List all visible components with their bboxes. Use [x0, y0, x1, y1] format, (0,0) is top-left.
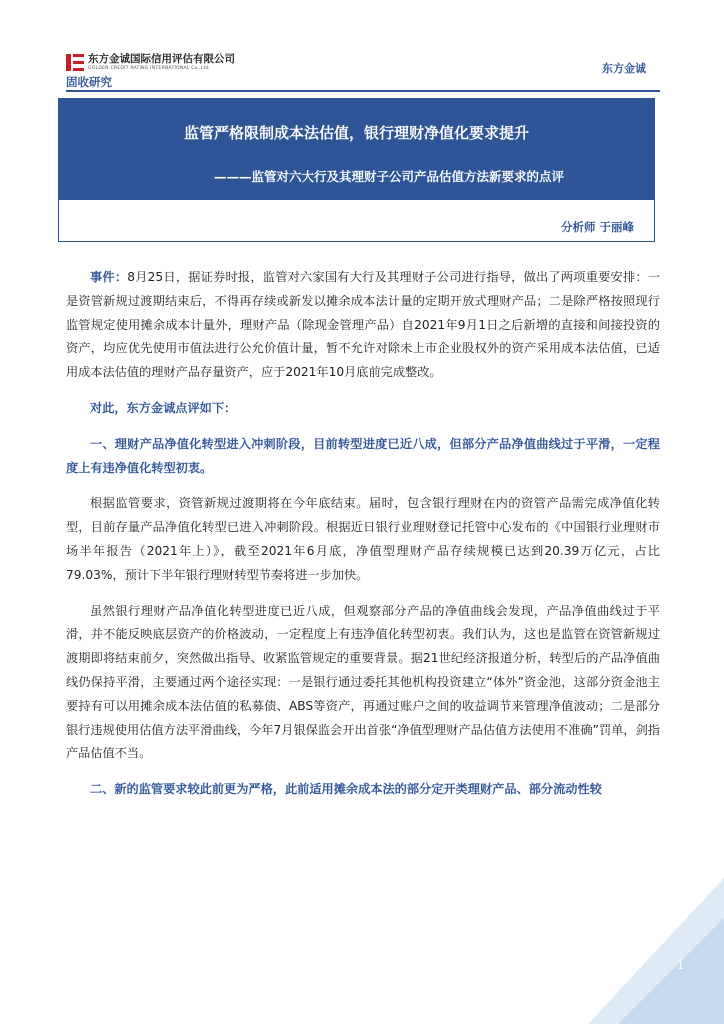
company-logo — [66, 53, 235, 72]
body-paragraph-1: 根据监管要求，资管新规过渡期将在今年底结束。届时，包含银行理财在内的资管产品需完成净值化转型，目前存量产品净值化转型已进入冲刺阶段。根据近日银行业理财登记托管中心发布的《中国银行业理财市场半年报告（2021年上）》，截至2021年6月底，净值型理财产品存续规模已达到20.39万亿元，占比79.03%，预计下半年银行理财转型节奏将进一步加快。 — [66, 496, 660, 582]
body-paragraph-2: 虽然银行理财产品净值化转型进度已近八成，但观察部分产品的净值曲线会发现，产品净值曲线过于平滑，并不能反映底层资产的价格波动，一定程度上有违净值化转型初衷。我们认为，这也是监管在资管新规过渡期即将结束前夕，突然做出指导、收紧监管规定的重要背景。据21世纪经济报道分析，转型后的产品净值曲线仍保持平滑，主要通过两个途径实现：一是银行通过委托其他机构投资建立“体外”资金池，这部分资金池主要持有可以用摊余成本法估值的私募债、ABS等资产，再通过账户之间的收益调节来管理净值波动；二是部分银行违规使用估值方法平滑曲线，今年7月银保监会开出首张“净值型理财产品估值方法使用不准确”罚单，剑指产品估值不当。 — [66, 603, 660, 761]
section-heading-2: 二、新的监管要求较此前更为严格，此前适用摊余成本法的部分定开类理财产品、部分流动性较 — [90, 782, 602, 797]
title-box — [58, 98, 655, 242]
brand-name: 东方金诚 — [602, 62, 646, 75]
analyst-name: 分析师 于丽峰 — [560, 220, 634, 234]
report-body — [66, 266, 660, 802]
page-number: 1 — [677, 959, 684, 972]
main-title: 监管严格限制成本法估值，银行理财净值化要求提升 — [183, 124, 529, 142]
event-text: 8月25日，据证券时报，监管对六家国有大行及其理财子公司进行指导，做出了两项重要安排：一是资管新规过渡期结束后，不得再存续或新发以摊余成本法计量的定期开放式理财产品；二是除严格按照现行监管规定使用摊余成本计量外，理财产品（除现金管理产品）自2021年9月1日之后新增的直接和间接投资的资产，均应优先使用市值法进行公允价值计量，暂不允许对除未上市企业股权外的资产采用成本法估值，已适用成本法估值的理财产品存量资产，应于2021年10月底前完成整改。 — [66, 270, 661, 380]
section-label: 固收研究 — [66, 75, 112, 89]
logo-company-name: 东方金诚国际信用评估有限公司 — [88, 53, 235, 65]
logo-company-name-en: GOLDEN CREDIT RATING INTERNATIONAL Co.,Ltd. — [88, 66, 211, 71]
event-paragraph — [66, 266, 660, 385]
corner-decoration — [588, 878, 724, 1024]
sub-title: ———监管对六大行及其理财子公司产品估值方法新要求的点评 — [213, 169, 564, 184]
header-divider — [66, 90, 660, 92]
event-lead: 事件： — [90, 270, 128, 284]
comment-intro: 对此，东方金诚点评如下： — [90, 400, 237, 415]
section-heading-1: 一、理财产品净值化转型进入冲刺阶段，目前转型进度已近八成，但部分产品净值曲线过于平滑，一定程度上有违净值化转型初衷。 — [66, 436, 660, 475]
title-band — [59, 99, 654, 200]
logo-mark-icon — [66, 54, 84, 71]
